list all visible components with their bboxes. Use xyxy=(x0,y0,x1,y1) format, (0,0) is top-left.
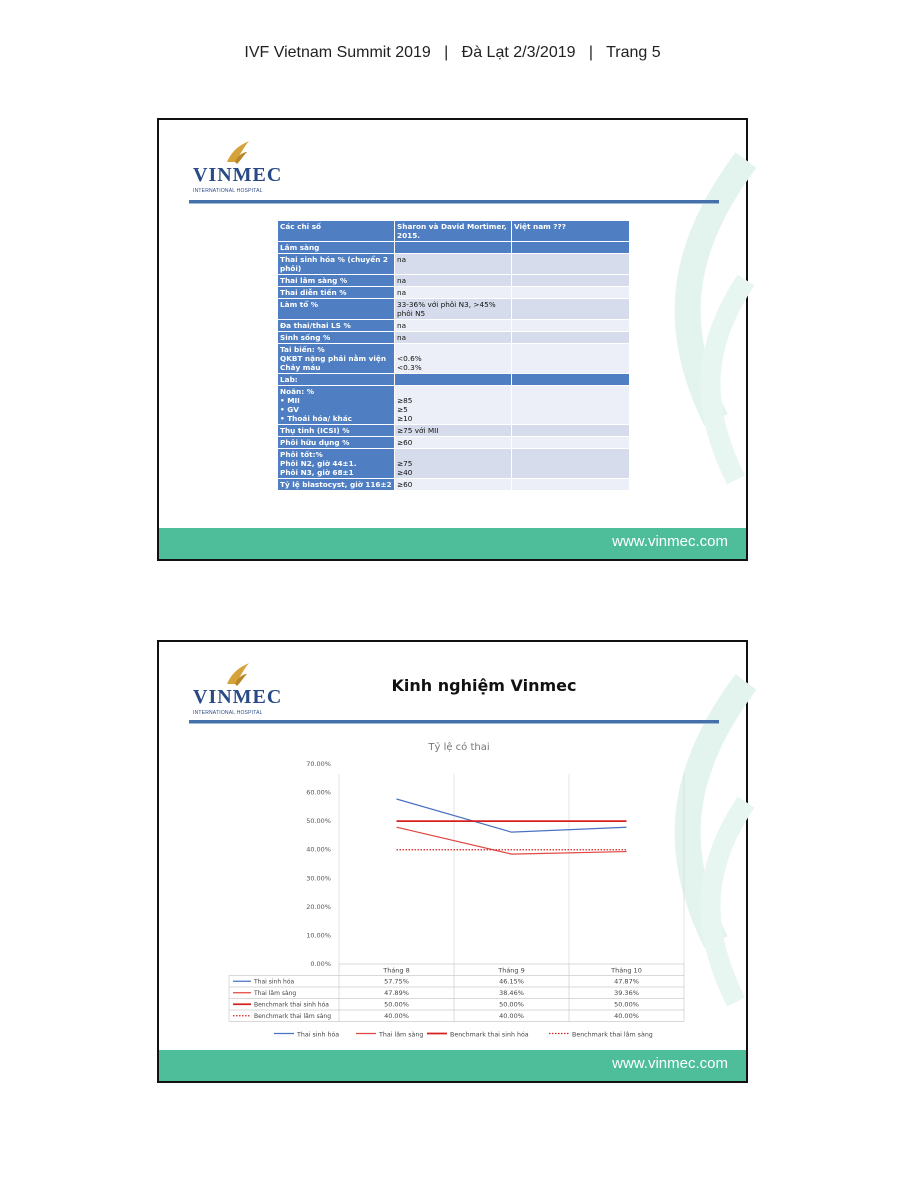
table-cell xyxy=(395,449,512,479)
table-cell xyxy=(395,299,512,320)
slide-title: Kinh nghiệm Vinmec xyxy=(391,676,577,695)
table-row xyxy=(278,437,630,449)
table-cell xyxy=(395,437,512,449)
data-value-label: 40.00% xyxy=(499,1012,524,1021)
table-cell xyxy=(512,299,630,320)
table-row xyxy=(278,275,630,287)
data-value-label: 47.87% xyxy=(614,977,639,986)
table-row xyxy=(278,386,630,425)
table-cell xyxy=(395,479,512,491)
table-row xyxy=(278,254,630,275)
cell-line: na xyxy=(397,276,407,285)
slide-reference-table xyxy=(157,118,748,561)
table-cell xyxy=(278,479,395,491)
x-category-label: Tháng 10 xyxy=(611,966,642,975)
cell-line: phôi N5 xyxy=(397,309,426,318)
table-cell xyxy=(395,254,512,275)
header-cell: Sharon và David Mortimer, 2015. xyxy=(395,221,512,242)
slide-vinmec-experience xyxy=(157,640,748,1083)
cell-line: <0.3% xyxy=(397,363,422,372)
table-cell xyxy=(512,254,630,275)
table-cell xyxy=(395,275,512,287)
cell-line: Thụ tinh (ICSI) % xyxy=(280,426,350,435)
table-cell xyxy=(512,320,630,332)
footer-url: www.vinmec.com xyxy=(612,533,728,550)
x-category-label: Tháng 9 xyxy=(498,966,525,975)
page-number: Trang 5 xyxy=(606,44,661,61)
bird-logo-icon xyxy=(223,140,253,166)
cell-line: Noãn: % xyxy=(280,387,315,396)
table-cell xyxy=(278,449,395,479)
data-value-label: 40.00% xyxy=(614,1012,639,1021)
cell-line: • MII xyxy=(280,396,300,405)
table-cell xyxy=(278,254,395,275)
table-cell xyxy=(395,287,512,299)
table-row xyxy=(278,449,630,479)
slide-footer xyxy=(159,1050,746,1081)
cell-line: ≥10 xyxy=(397,414,413,423)
cell-line: QKBT nặng phải nằm viện xyxy=(280,354,387,363)
table-cell xyxy=(512,275,630,287)
legend-entry: Thai lâm sàng xyxy=(379,1031,424,1039)
cell-line: Tỷ lệ blastocyst, giờ 116±2 xyxy=(280,480,392,489)
table-cell xyxy=(512,374,630,386)
data-value-label: 57.75% xyxy=(384,977,409,986)
table-cell xyxy=(395,320,512,332)
cell-line: Làm tổ % xyxy=(280,300,319,309)
data-value-label: 50.00% xyxy=(499,1000,524,1009)
y-tick-label: 40.00% xyxy=(306,845,331,854)
table-cell xyxy=(395,425,512,437)
table-cell xyxy=(278,299,395,320)
table-row xyxy=(278,344,630,374)
table-row xyxy=(278,479,630,491)
cell-line: ≥75 xyxy=(397,459,413,468)
vinmec-logo xyxy=(193,140,283,200)
table-section-row xyxy=(278,242,630,254)
legend-entry: Benchmark thai lâm sàng xyxy=(572,1031,653,1039)
cell-line: Phôi tốt:% xyxy=(280,450,323,459)
table-cell xyxy=(278,242,395,254)
y-tick-label: 70.00% xyxy=(306,760,331,768)
chart-title: Tỷ lệ có thai xyxy=(428,742,490,753)
data-value-label: 38.46% xyxy=(499,989,524,998)
table-cell xyxy=(395,374,512,386)
event-name: IVF Vietnam Summit 2019 xyxy=(244,44,431,61)
cell-line: 33-36% với phôi N3, >45% xyxy=(397,300,496,309)
table-header-row xyxy=(278,221,630,242)
y-tick-label: 30.00% xyxy=(306,874,331,883)
table-cell xyxy=(278,275,395,287)
cell-line: na xyxy=(397,255,407,264)
cell-line: Thai lâm sàng % xyxy=(280,276,348,285)
table-row xyxy=(278,320,630,332)
cell-line: Phôi hữu dụng % xyxy=(280,438,350,447)
table-cell xyxy=(278,374,395,386)
pregnancy-rate-chart xyxy=(219,732,699,1039)
table-cell xyxy=(512,287,630,299)
table-cell xyxy=(512,437,630,449)
cell-line: Đa thai/thai LS % xyxy=(280,321,351,330)
table-cell xyxy=(278,425,395,437)
header-rule xyxy=(189,200,719,204)
table-row xyxy=(278,425,630,437)
table-cell xyxy=(512,386,630,425)
table-cell xyxy=(512,344,630,374)
footer-url: www.vinmec.com xyxy=(612,1055,728,1072)
slide-footer xyxy=(159,528,746,559)
table-cell xyxy=(278,287,395,299)
cell-line: Phôi N2, giờ 44±1. xyxy=(280,459,357,468)
table-cell xyxy=(395,344,512,374)
page-header: IVF Vietnam Summit 2019 | Đà Lạt 2/3/2019 | Trang 5 xyxy=(244,44,661,61)
cell-line: phôi) xyxy=(280,264,302,273)
data-value-label: 40.00% xyxy=(384,1012,409,1021)
cell-line: Chảy máu xyxy=(280,363,321,372)
cell-line: <0.6% xyxy=(397,354,422,363)
table-cell xyxy=(278,332,395,344)
header-cell: Các chỉ số xyxy=(278,221,395,242)
y-tick-label: 50.00% xyxy=(306,817,331,826)
cell-line xyxy=(397,450,509,459)
cell-line: ≥75 với MII xyxy=(397,426,439,435)
cell-line: • GV xyxy=(280,405,299,414)
cell-line: na xyxy=(397,288,407,297)
cell-line: Tai biến: % xyxy=(280,345,325,354)
table-series-name: Thai sinh hóa xyxy=(254,978,295,986)
cell-line: ≥85 xyxy=(397,396,413,405)
event-place-date: Đà Lạt 2/3/2019 xyxy=(461,44,576,61)
table-row xyxy=(278,332,630,344)
reference-table xyxy=(277,220,630,491)
cell-line: Phôi N3, giờ 68±1 xyxy=(280,468,354,477)
header-cell: Việt nam ??? xyxy=(512,221,630,242)
cell-line: ≥60 xyxy=(397,480,413,489)
table-cell xyxy=(278,437,395,449)
table-cell xyxy=(512,332,630,344)
data-value-label: 50.00% xyxy=(384,1000,409,1009)
logo-wordmark: VINMEC xyxy=(193,164,283,186)
vinmec-logo xyxy=(193,662,283,722)
y-tick-label: 0.00% xyxy=(310,960,331,968)
table-cell xyxy=(278,386,395,425)
series-line-0 xyxy=(397,799,627,832)
table-cell xyxy=(395,242,512,254)
cell-line: na xyxy=(397,333,407,342)
table-row xyxy=(278,287,630,299)
cell-line: na xyxy=(397,321,407,330)
table-series-name: Benchmark thai sinh hóa xyxy=(254,1001,329,1009)
cell-line xyxy=(397,387,509,396)
logo-subtitle: INTERNATIONAL HOSPITAL xyxy=(193,188,263,194)
y-tick-label: 60.00% xyxy=(306,788,331,797)
table-series-name: Benchmark thai lâm sàng xyxy=(254,1013,331,1021)
x-category-label: Tháng 8 xyxy=(383,966,410,975)
cell-line: Lab: xyxy=(280,375,298,384)
data-value-label: 39.36% xyxy=(614,989,639,998)
cell-line: Sinh sống % xyxy=(280,333,331,342)
table-cell xyxy=(512,479,630,491)
header-rule xyxy=(189,720,719,724)
cell-line: Lâm sàng xyxy=(280,243,320,252)
table-series-name: Thai lâm sàng xyxy=(254,990,297,998)
table-section-row xyxy=(278,374,630,386)
legend-entry: Benchmark thai sinh hóa xyxy=(450,1031,529,1039)
table-cell xyxy=(395,332,512,344)
cell-line: Thai diễn tiến % xyxy=(280,288,347,297)
table-row xyxy=(278,299,630,320)
y-tick-label: 20.00% xyxy=(306,902,331,911)
cell-line: ≥40 xyxy=(397,468,413,477)
y-tick-label: 10.00% xyxy=(306,931,331,940)
table-cell xyxy=(278,320,395,332)
data-value-label: 46.15% xyxy=(499,977,524,986)
table-cell xyxy=(512,425,630,437)
cell-line: Thai sinh hóa % (chuyển 2 xyxy=(280,255,389,264)
bird-logo-icon xyxy=(223,662,253,688)
cell-line: ≥60 xyxy=(397,438,413,447)
logo-wordmark: VINMEC xyxy=(193,686,283,708)
legend-entry: Thai sinh hóa xyxy=(297,1031,340,1039)
cell-line xyxy=(397,345,509,354)
data-value-label: 47.89% xyxy=(384,989,409,998)
data-value-label: 50.00% xyxy=(614,1000,639,1009)
table-cell xyxy=(395,386,512,425)
cell-line: • Thoái hóa/ khác xyxy=(280,414,352,423)
logo-subtitle: INTERNATIONAL HOSPITAL xyxy=(193,710,263,716)
table-cell xyxy=(512,449,630,479)
table-cell xyxy=(278,344,395,374)
cell-line: ≥5 xyxy=(397,405,408,414)
table-cell xyxy=(512,242,630,254)
